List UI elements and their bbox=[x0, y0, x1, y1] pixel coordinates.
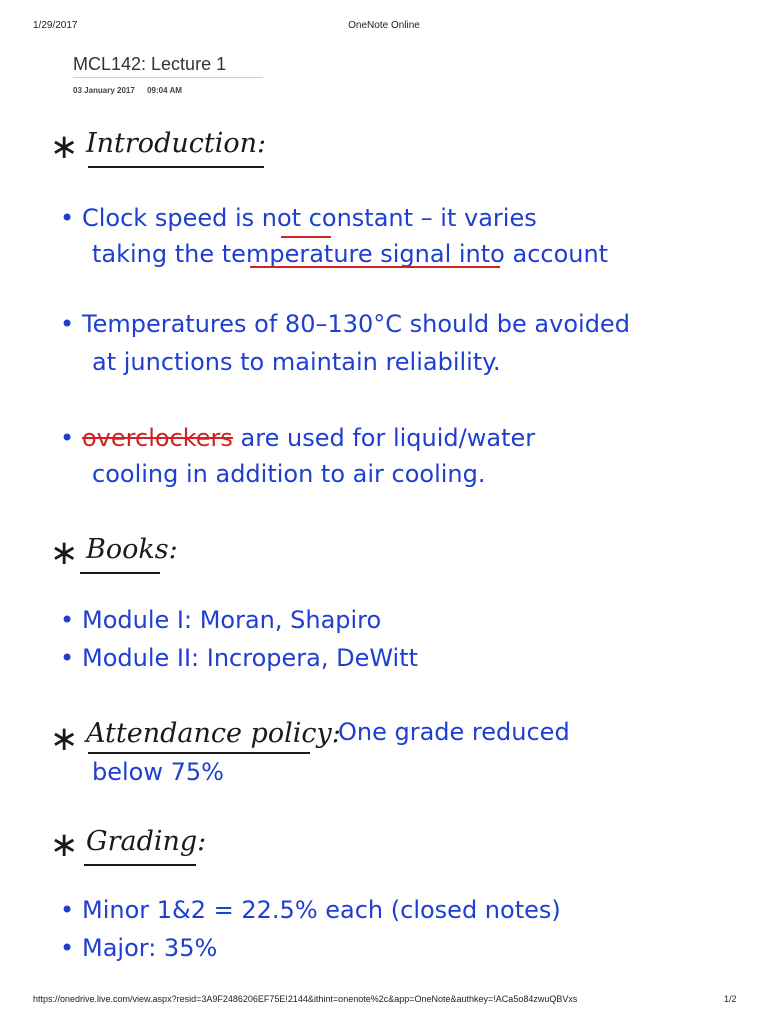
page-number: 1/2 bbox=[724, 994, 737, 1004]
page-time: 09:04 AM bbox=[147, 86, 182, 95]
red-underline bbox=[250, 266, 500, 268]
heading-underline bbox=[84, 864, 196, 866]
note-line: below 75% bbox=[92, 758, 224, 786]
note-line: • Temperatures of 80–130°C should be avoided bbox=[60, 310, 630, 338]
heading-underline bbox=[88, 752, 310, 754]
footer-url: https://onedrive.live.com/view.aspx?resid=3A9F2486206EF75E!2144&ithint=onenote%2c&app=OneNote&authkey=!ACa5o84zwuQBVxs bbox=[33, 994, 578, 1004]
note-line: • Module II: Incropera, DeWitt bbox=[60, 644, 419, 672]
print-date: 1/29/2017 bbox=[33, 20, 78, 31]
note-line: cooling in addition to air cooling. bbox=[92, 460, 486, 488]
asterisk-icon: ∗ bbox=[50, 719, 79, 759]
heading-introduction: Introduction: bbox=[86, 128, 267, 159]
note-line: taking the temperature signal into account bbox=[92, 240, 609, 268]
asterisk-icon: ∗ bbox=[50, 825, 79, 865]
note-line: One grade reduced bbox=[338, 718, 570, 746]
note-line: • Module I: Moran, Shapiro bbox=[60, 606, 382, 634]
note-line: • Minor 1&2 = 22.5% each (closed notes) bbox=[60, 896, 561, 924]
asterisk-icon: ∗ bbox=[50, 533, 79, 573]
note-line: at junctions to maintain reliability. bbox=[92, 348, 501, 376]
asterisk-icon: ∗ bbox=[50, 127, 79, 167]
page-meta bbox=[73, 86, 182, 95]
print-header bbox=[0, 20, 768, 34]
page-title: MCL142: Lecture 1 bbox=[73, 54, 227, 74]
note-line: • overclockers are used for liquid/water bbox=[60, 424, 536, 452]
heading-underline bbox=[88, 166, 264, 168]
print-app-title: OneNote Online bbox=[348, 20, 420, 31]
heading-underline bbox=[80, 572, 160, 574]
note-line: • Major: 35% bbox=[60, 934, 218, 962]
red-underline bbox=[281, 236, 331, 238]
struck-word: overclockers bbox=[82, 424, 233, 452]
heading-books: Books: bbox=[86, 534, 178, 565]
title-divider bbox=[73, 77, 263, 78]
note-line: • Clock speed is not constant – it varies bbox=[60, 204, 537, 232]
page-date: 03 January 2017 bbox=[73, 86, 135, 95]
heading-grading: Grading: bbox=[86, 826, 207, 857]
heading-attendance: Attendance policy: bbox=[86, 718, 341, 749]
